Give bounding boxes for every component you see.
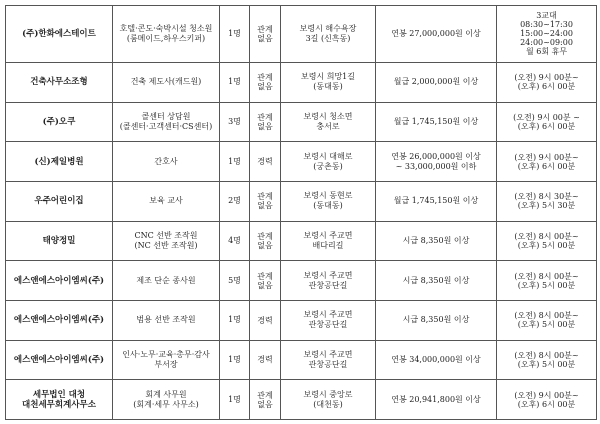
working-hours-cell: (오전) 8시 30분~ (오후) 5시 30분 [497, 181, 597, 221]
job-title-cell: 범용 선반 조작원 [113, 300, 220, 340]
experience-cell: 경력 [250, 340, 281, 380]
experience-cell: 경력 [250, 300, 281, 340]
table-row [6, 142, 597, 182]
job-title-cell: 제조 단순 종사원 [113, 261, 220, 301]
headcount-cell: 1명 [220, 300, 250, 340]
experience-cell: 관계 없음 [250, 181, 281, 221]
headcount-cell: 3명 [220, 102, 250, 142]
job-title-cell: 호텔·콘도·숙박시설 청소원 (룸메이드,하우스키퍼) [113, 6, 220, 63]
location-cell: 보령시 주교면 관창공단길 [281, 261, 376, 301]
company-cell: (신)제일병원 [6, 142, 113, 182]
company-cell: 건축사무소조형 [6, 62, 113, 102]
headcount-cell: 4명 [220, 221, 250, 261]
experience-cell: 관계 없음 [250, 261, 281, 301]
working-hours-cell: (오전) 8시 00분~ (오후) 5시 00분 [497, 261, 597, 301]
experience-cell: 관계 없음 [250, 62, 281, 102]
wage-cell: 연봉 20,941,800원 이상 [376, 380, 497, 420]
working-hours-cell: (오전) 8시 00분~ (오후) 5시 00분 [497, 221, 597, 261]
working-hours-cell: (오전) 9시 00분~ (오후) 6시 00분 [497, 62, 597, 102]
working-hours-cell: (오전) 9시 00분~ (오후) 6시 00분 [497, 142, 597, 182]
wage-cell: 월급 1,745,150원 이상 [376, 181, 497, 221]
wage-cell: 월급 1,745,150원 이상 [376, 102, 497, 142]
location-cell: 보령시 주교면 관창공단길 [281, 300, 376, 340]
headcount-cell: 1명 [220, 142, 250, 182]
wage-cell: 시급 8,350원 이상 [376, 221, 497, 261]
location-cell: 보령시 주교면 관창공단길 [281, 340, 376, 380]
experience-cell: 관계 없음 [250, 380, 281, 420]
headcount-cell: 1명 [220, 380, 250, 420]
job-title-cell: 회계 사무원 (회계·세무 사무소) [113, 380, 220, 420]
headcount-cell: 1명 [220, 340, 250, 380]
wage-cell: 연봉 26,000,000원 이상 ~ 33,000,000원 이하 [376, 142, 497, 182]
experience-cell: 관계 없음 [250, 102, 281, 142]
company-cell: 에스앤에스아이엠씨(주) [6, 340, 113, 380]
wage-cell: 월급 2,000,000원 이상 [376, 62, 497, 102]
experience-cell: 관계 없음 [250, 6, 281, 63]
location-cell: 보령시 희망1길 (동대동) [281, 62, 376, 102]
working-hours-cell: (오전) 9시 00분~ (오후) 6시 00분 [497, 380, 597, 420]
experience-cell: 경력 [250, 142, 281, 182]
company-cell: 에스앤에스아이엠씨(주) [6, 261, 113, 301]
company-cell: (주)한화에스테이트 [6, 6, 113, 63]
headcount-cell: 5명 [220, 261, 250, 301]
job-title-cell: 건축 제도사(캐드원) [113, 62, 220, 102]
job-title-cell: 콜센터 상담원 (콜센터·고객센터·CS센터) [113, 102, 220, 142]
location-cell: 보령시 대해로 (궁촌동) [281, 142, 376, 182]
company-cell: 태양정밀 [6, 221, 113, 261]
headcount-cell: 1명 [220, 62, 250, 102]
company-cell: 에스앤에스아이엠씨(주) [6, 300, 113, 340]
job-listing-table [5, 5, 597, 420]
job-listing-rows [6, 6, 597, 420]
job-title-cell: 간호사 [113, 142, 220, 182]
location-cell: 보령시 청소면 충서로 [281, 102, 376, 142]
wage-cell: 시급 8,350원 이상 [376, 300, 497, 340]
working-hours-cell: (오전) 8시 00분~ (오후) 5시 00분 [497, 300, 597, 340]
job-title-cell: CNC 선반 조작원 (NC 선반 조작원) [113, 221, 220, 261]
headcount-cell: 1명 [220, 6, 250, 63]
table-row [6, 261, 597, 301]
wage-cell: 연봉 27,000,000원 이상 [376, 6, 497, 63]
job-title-cell: 보육 교사 [113, 181, 220, 221]
working-hours-cell: 3교대 08:30~17:30 15:00~24:00 24:00~09:00 월 6회 휴무 [497, 6, 597, 63]
location-cell: 보령시 중앙로 (대천동) [281, 380, 376, 420]
table-row [6, 102, 597, 142]
table-row [6, 181, 597, 221]
company-cell: (주)오쿠 [6, 102, 113, 142]
working-hours-cell: (오전) 9시 00분 ~ (오후) 6시 00분 [497, 102, 597, 142]
experience-cell: 관계 없음 [250, 221, 281, 261]
table-row [6, 300, 597, 340]
table-row [6, 380, 597, 420]
location-cell: 보령시 주교면 배다리길 [281, 221, 376, 261]
location-cell: 보령시 해수욕장 3길 (신흑동) [281, 6, 376, 63]
table-row [6, 6, 597, 63]
table-row [6, 221, 597, 261]
working-hours-cell: (오전) 8시 00분~ (오후) 5시 00분 [497, 340, 597, 380]
location-cell: 보령시 동현로 (동대동) [281, 181, 376, 221]
wage-cell: 연봉 34,000,000원 이상 [376, 340, 497, 380]
company-cell: 세무법인 대청 대천세무회계사무소 [6, 380, 113, 420]
company-cell: 우주어린이집 [6, 181, 113, 221]
headcount-cell: 2명 [220, 181, 250, 221]
wage-cell: 시급 8,350원 이상 [376, 261, 497, 301]
table-row [6, 340, 597, 380]
table-row [6, 62, 597, 102]
job-title-cell: 인사·노무·교육·총무·감사 부서장 [113, 340, 220, 380]
